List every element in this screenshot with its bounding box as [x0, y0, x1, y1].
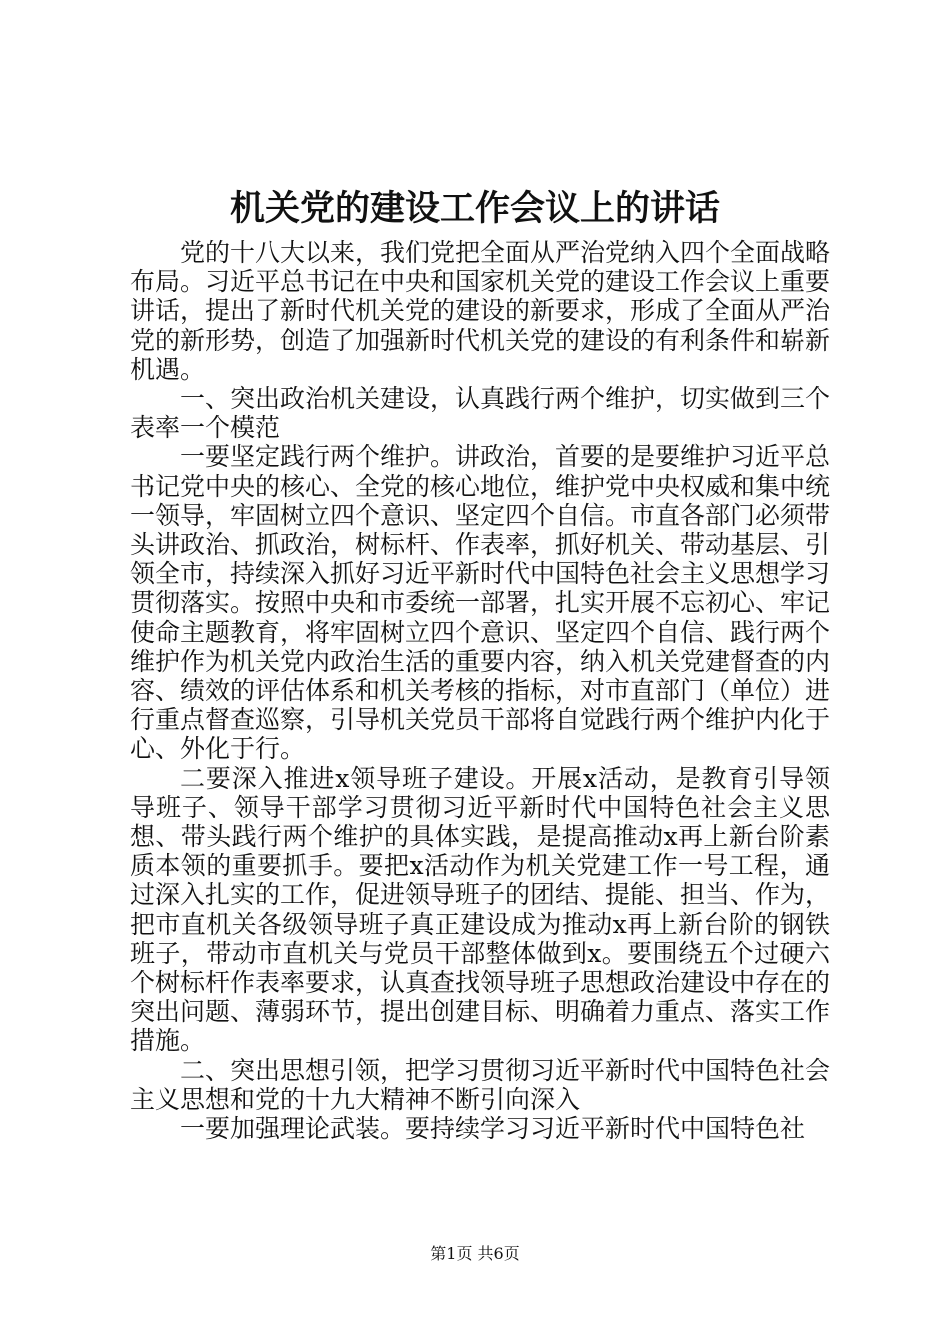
paragraph-intro: 党的十八大以来，我们党把全面从严治党纳入四个全面战略布局。习近平总书记在中央和国家机关党的建设工作会议上重要讲话，提出了新时代机关党的建设的新要求，形成了全面从严治党的新形势，创造了加强新时代机关党的建设的有利条件和崭新机遇。 [130, 238, 831, 384]
document-title: 机关党的建设工作会议上的讲话 [229, 188, 720, 229]
section-heading-2: 二、突出思想引领，把学习贯彻习近平新时代中国特色社会主义思想和党的十九大精神不断引向深入 [130, 1055, 831, 1114]
section-heading-1: 一、突出政治机关建设，认真践行两个维护，切实做到三个表率一个模范 [130, 384, 831, 443]
paragraph-point-1: 一要坚定践行两个维护。讲政治，首要的是要维护习近平总书记党中央的核心、全党的核心地位，维护党中央权威和集中统一领导，牢固树立四个意识、坚定四个自信。市直各部门必须带头讲政治、抓政治，树标杆、作表率，抓好机关、带动基层、引领全市，持续深入抓好习近平新时代中国特色社会主义思想学习贯彻落实。按照中央和市委统一部署，扎实开展不忘初心、牢记使命主题教育，将牢固树立四个意识、坚定四个自信、践行两个维护作为机关党内政治生活的重要内容，纳入机关党建督查的内容、绩效的评估体系和机关考核的指标，对市直部门（单位）进行重点督查巡察，引导机关党员干部将自觉践行两个维护内化于心、外化于行。 [130, 442, 831, 764]
paragraph-point-3: 一要加强理论武装。要持续学习习近平新时代中国特色社 [180, 1114, 806, 1144]
page-footer: 第1页 共6页 [430, 1244, 520, 1263]
document-body [130, 238, 830, 1143]
paragraph-point-2: 二要深入推进x领导班子建设。开展x活动，是教育引导领导班子、领导干部学习贯彻习近平新时代中国特色社会主义思想、带头践行两个维护的具体实践，是提高推动x再上新台阶素质本领的重要抓手。要把x活动作为机关党建工作一号工程，通过深入扎实的工作，促进领导班子的团结、提能、担当、作为，把市直机关各级领导班子真正建设成为推动x再上新台阶的钢铁班子，带动市直机关与党员干部整体做到x。要围绕五个过硬六个树标杆作表率要求，认真查找领导班子思想政治建设中存在的突出问题、薄弱环节，提出创建目标、明确着力重点、落实工作措施。 [130, 763, 831, 1056]
